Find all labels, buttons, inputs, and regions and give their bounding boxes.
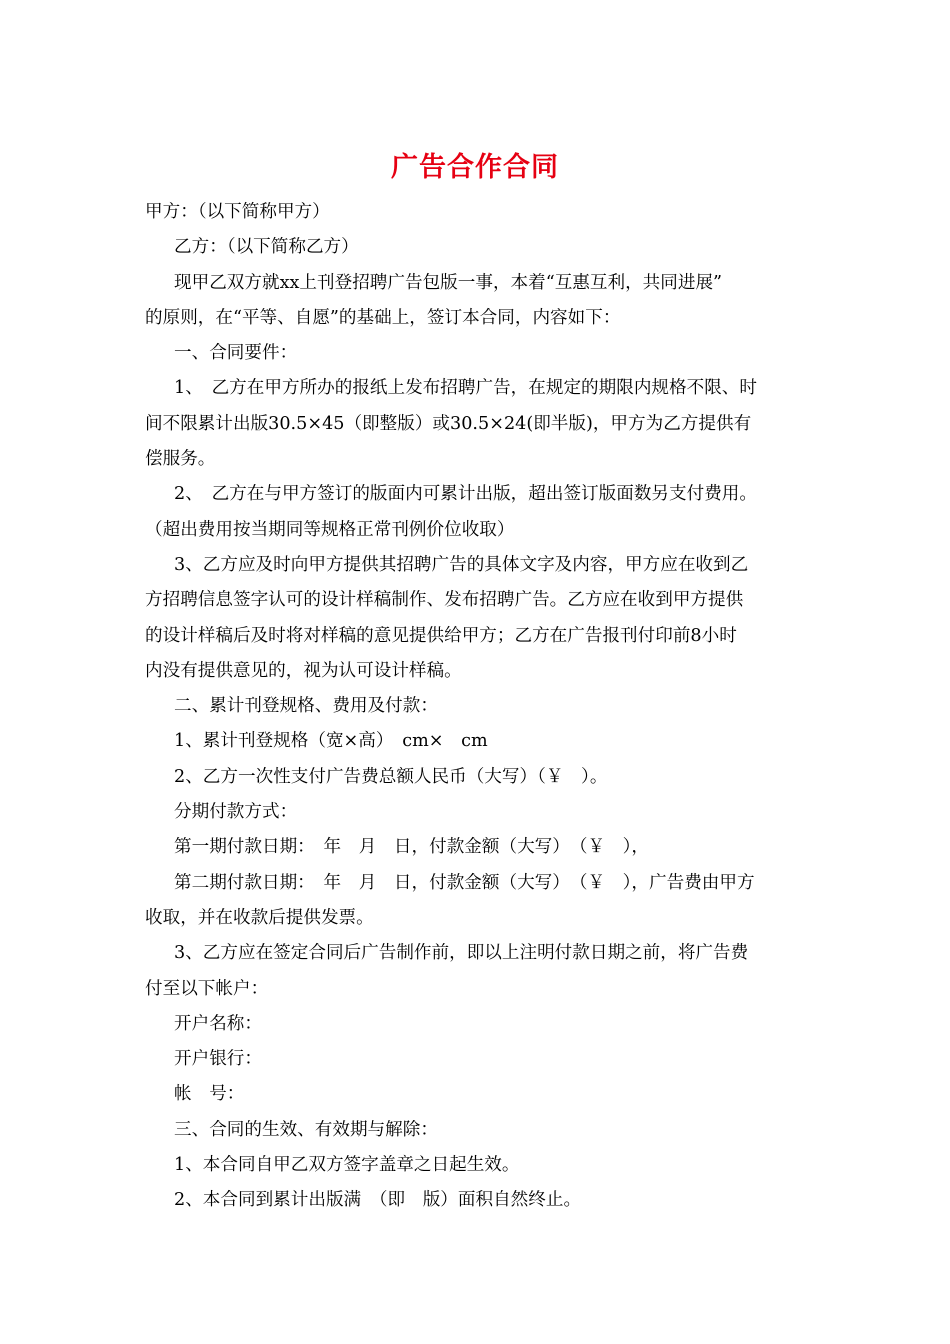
clause-1-2-line-1: 2、 乙方在与甲方签订的版面内可累计出版，超出签订版面数另支付费用。 bbox=[174, 484, 757, 505]
clause-1-1-line-2: 间不限累计出版30.5×45（即整版）或30.5×24(即半版)，甲方为乙方提供有 bbox=[145, 413, 752, 434]
account-number: 帐 号： bbox=[174, 1084, 245, 1105]
installment-heading: 分期付款方式： bbox=[174, 802, 298, 823]
party-a-line: 甲方：（以下简称甲方） bbox=[145, 202, 330, 222]
installment-2-line-1: 第二期付款日期： 年 月 日，付款金额（大写） （￥ ），广告费由甲方 bbox=[174, 872, 755, 893]
preamble-line-1: 现甲乙双方就xx上刊登招聘广告包版一事，本着“互惠互利，共同进展” bbox=[174, 272, 723, 293]
document-body bbox=[145, 195, 810, 1219]
preamble-line-2: 的原则，在“平等、自愿”的基础上，签订本合同，内容如下： bbox=[145, 307, 621, 328]
account-name: 开户名称： bbox=[174, 1013, 262, 1034]
document-title: 广告合作合同 bbox=[391, 152, 559, 183]
clause-1-3-line-4: 内没有提供意见的，视为认可设计样稿。 bbox=[145, 660, 462, 681]
clause-1-3-line-3: 的设计样稿后及时将对样稿的意见提供给甲方；乙方在广告报刊付印前8小时 bbox=[145, 625, 737, 646]
party-b-line: 乙方：（以下简称乙方） bbox=[174, 237, 359, 258]
installment-2-line-2: 收取，并在收款后提供发票。 bbox=[145, 907, 374, 928]
clause-1-1-line-1: 1、 乙方在甲方所办的报纸上发布招聘广告，在规定的期限内规格不限、时 bbox=[174, 378, 757, 399]
clause-3-2: 2、本合同到累计出版满 （即 版）面积自然终止。 bbox=[174, 1190, 582, 1211]
clause-3-1: 1、本合同自甲乙双方签字盖章之日起生效。 bbox=[174, 1155, 520, 1176]
section-heading-2: 二、累计刊登规格、费用及付款： bbox=[174, 696, 438, 717]
clause-1-2-line-2: （超出费用按当期同等规格正常刊例价位收取） bbox=[145, 519, 515, 540]
section-heading-1: 一、合同要件： bbox=[174, 343, 298, 364]
account-bank: 开户银行： bbox=[174, 1049, 262, 1070]
clause-1-3-line-2: 方招聘信息签字认可的设计样稿制作、发布招聘广告。乙方应在收到甲方提供 bbox=[145, 590, 744, 611]
clause-2-3-line-2: 付至以下帐户： bbox=[145, 978, 269, 999]
clause-2-1: 1、累计刊登规格（宽×高） cm× cm bbox=[174, 731, 488, 752]
clause-1-3-line-1: 3、乙方应及时向甲方提供其招聘广告的具体文字及内容，甲方应在收到乙 bbox=[174, 554, 749, 575]
section-heading-3: 三、合同的生效、有效期与解除： bbox=[174, 1119, 438, 1140]
clause-2-3-line-1: 3、乙方应在签定合同后广告制作前，即以上注明付款日期之前，将广告费 bbox=[174, 943, 749, 964]
clause-2-2: 2、乙方一次性支付广告费总额人民币（大写）（￥ ）。 bbox=[174, 766, 608, 787]
installment-1: 第一期付款日期： 年 月 日，付款金额（大写） （￥ ）， bbox=[174, 837, 650, 858]
clause-1-1-line-3: 偿服务。 bbox=[145, 449, 216, 470]
